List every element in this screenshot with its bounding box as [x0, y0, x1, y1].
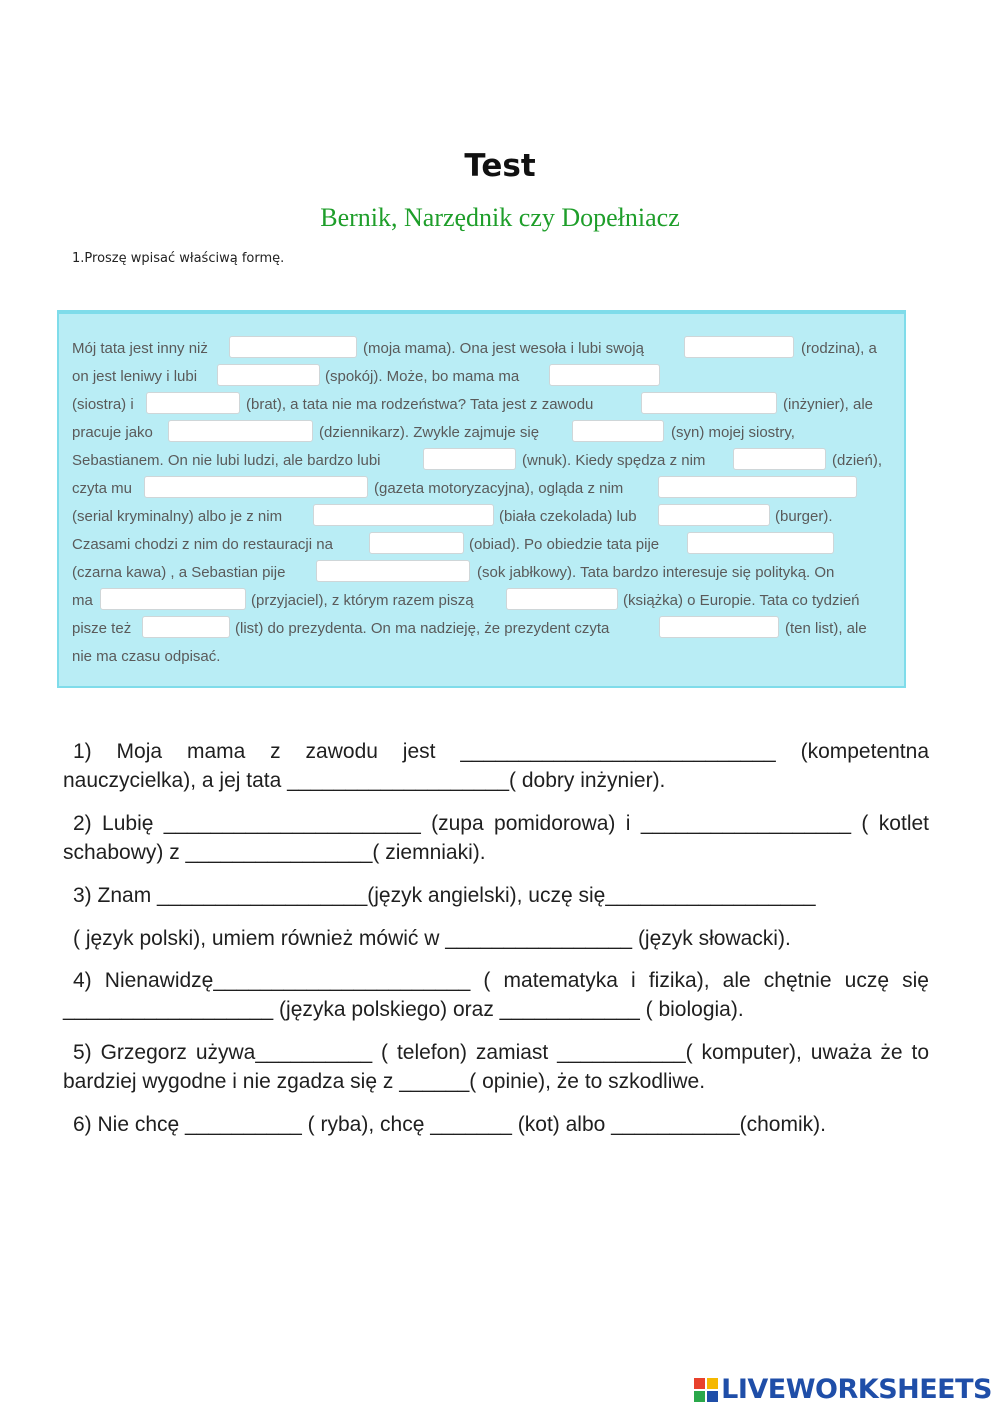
answer-input[interactable]	[100, 588, 246, 610]
answer-input[interactable]	[658, 476, 857, 498]
page-subtitle: Bernik, Narzędnik czy Dopełniacz	[320, 203, 680, 232]
logo-square	[694, 1378, 705, 1389]
logo-mark-icon	[694, 1378, 718, 1402]
answer-input[interactable]	[146, 392, 240, 414]
exercise-text: (sok jabłkowy). Tata bardzo interesuje się polityką. On	[477, 564, 835, 581]
answer-input[interactable]	[659, 616, 779, 638]
exercise-text: pisze też	[72, 620, 132, 637]
exercise-text: Czasami chodzi z nim do restauracji na	[72, 536, 333, 553]
exercise-text: (czarna kawa) , a Sebastian pije	[72, 564, 286, 581]
answer-input[interactable]	[687, 532, 834, 554]
answer-input[interactable]	[733, 448, 826, 470]
answer-input[interactable]	[549, 364, 660, 386]
exercise-text: (dzień),	[832, 452, 883, 469]
exercise-text: (burger).	[775, 508, 833, 525]
answer-input[interactable]	[684, 336, 794, 358]
answer-input[interactable]	[658, 504, 770, 526]
exercise-item-text: 2) Lubię ______________________ (zupa pomidorowa) i __________________ ( kotlet schabowy) z ________________( ziemniaki).	[63, 812, 929, 864]
exercise-text: (list) do prezydenta. On ma nadzieję, że prezydent czyta	[235, 620, 610, 637]
answer-input[interactable]	[144, 476, 368, 498]
exercise-text: Mój tata jest inny niż	[72, 340, 208, 357]
exercise-item	[63, 966, 929, 1024]
exercise-text: on jest leniwy i lubi	[72, 368, 198, 385]
exercise-text: (spokój). Może, bo mama ma	[325, 368, 520, 385]
answer-input[interactable]	[229, 336, 357, 358]
exercise-text: (brat), a tata nie ma rodzeństwa? Tata jest z zawodu	[246, 396, 594, 413]
logo-square	[694, 1391, 705, 1402]
exercise-box	[57, 310, 906, 688]
logo-square	[707, 1391, 718, 1402]
answer-input[interactable]	[217, 364, 320, 386]
exercise-item: 6) Nie chcę __________ ( ryba), chcę _______ (kot) albo ___________(chomik).	[73, 1113, 826, 1136]
exercise-text: (rodzina), a	[801, 340, 877, 357]
instruction-text: 1.Proszę wpisać właściwą formę.	[72, 251, 285, 266]
exercise-item-text: 5) Grzegorz używa__________ ( telefon) zamiast ___________( komputer), uważa że to bardziej wygodne i nie zgadza się z ______( opinie), że to szkodliwe.	[63, 1041, 929, 1093]
exercise-text: (dziennikarz). Zwykle zajmuje się	[319, 424, 540, 441]
exercise-item-text: 1) Moja mama z zawodu jest ___________________________ (kompetentna nauczycielka), a jej tata ___________________( dobry inżynier).	[63, 740, 929, 792]
exercise-text: ma	[72, 592, 93, 609]
exercise-text: nie ma czasu odpisać.	[72, 648, 221, 665]
exercise-text: (syn) mojej siostry,	[671, 424, 795, 441]
answer-input[interactable]	[142, 616, 230, 638]
page-title: Test	[464, 148, 536, 184]
exercise-text: (obiad). Po obiedzie tata pije	[469, 536, 660, 553]
exercise-item	[63, 809, 929, 867]
exercise-item: 3) Znam __________________(język angielski), uczę się__________________	[73, 884, 816, 907]
logo-square	[707, 1378, 718, 1389]
exercise-text: (książka) o Europie. Tata co tydzień	[623, 592, 860, 609]
answer-input[interactable]	[313, 504, 494, 526]
answer-input[interactable]	[641, 392, 777, 414]
exercise-text: (ten list), ale	[785, 620, 867, 637]
exercise-item	[63, 1038, 929, 1096]
logo-text: LIVEWORKSHEETS	[721, 1374, 992, 1405]
exercise-text: Sebastianem. On nie lubi ludzi, ale bardzo lubi	[72, 452, 381, 469]
answer-input[interactable]	[168, 420, 313, 442]
exercise-text: (siostra) i	[72, 396, 134, 413]
exercise-item: ( język polski), umiem również mówić w ________________ (język słowacki).	[73, 927, 791, 950]
exercise-item-text: 4) Nienawidzę______________________ ( matematyka i fizika), ale chętnie uczę się __________________ (języka polskiego) oraz ____________ ( biologia).	[63, 969, 929, 1021]
exercise-item	[63, 737, 929, 795]
exercise-text: (przyjaciel), z którym razem piszą	[251, 592, 474, 609]
answer-input[interactable]	[572, 420, 664, 442]
exercise-text: (serial kryminalny) albo je z nim	[72, 508, 283, 525]
answer-input[interactable]	[369, 532, 464, 554]
answer-input[interactable]	[506, 588, 618, 610]
liveworksheets-logo	[694, 1374, 992, 1405]
exercise-text: (moja mama). Ona jest wesoła i lubi swoją	[363, 340, 644, 357]
exercise-text: (wnuk). Kiedy spędza z nim	[522, 452, 706, 469]
exercise-text: (biała czekolada) lub	[499, 508, 637, 525]
answer-input[interactable]	[423, 448, 516, 470]
exercise-text: (gazeta motoryzacyjna), ogląda z nim	[374, 480, 624, 497]
answer-input[interactable]	[316, 560, 470, 582]
exercise-text: (inżynier), ale	[783, 396, 874, 413]
exercise-text: czyta mu	[72, 480, 133, 497]
exercise-text: pracuje jako	[72, 424, 153, 441]
